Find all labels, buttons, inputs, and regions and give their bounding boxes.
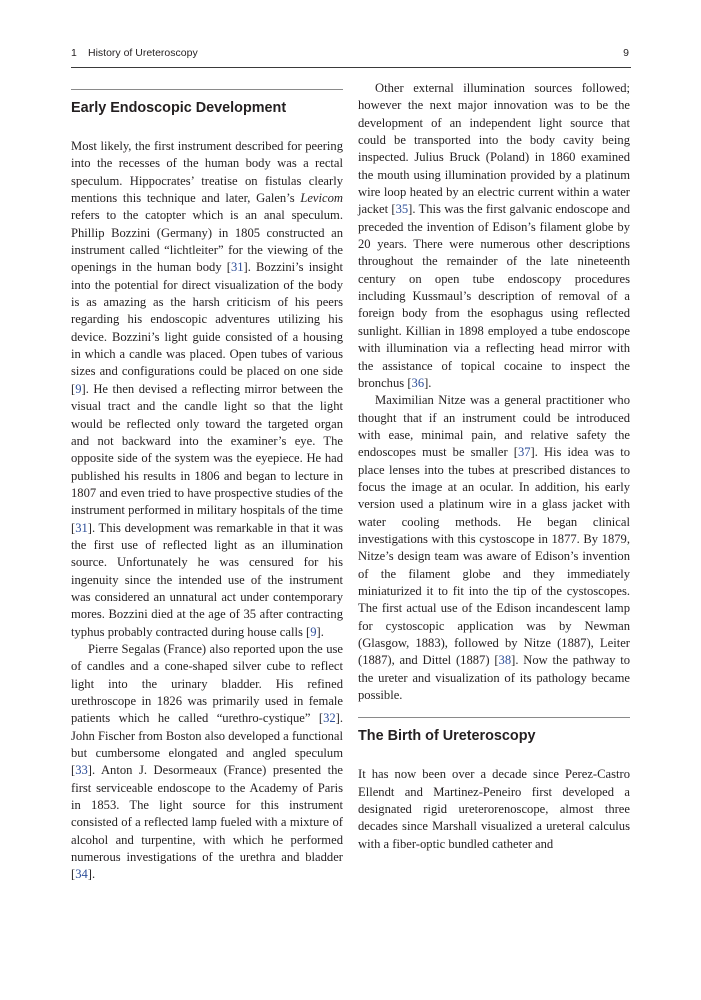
section-heading-early-endoscopic: Early Endoscopic Development <box>71 100 287 116</box>
citation-link[interactable]: 9 <box>310 624 317 639</box>
citation-link[interactable]: 38 <box>498 653 512 668</box>
citation-link[interactable]: 35 <box>395 202 409 217</box>
chapter-number: 1 <box>71 47 77 59</box>
section-heading-birth-of-ureteroscopy: The Birth of Ureteroscopy <box>358 728 536 745</box>
section-divider <box>358 717 630 718</box>
running-head <box>71 46 631 64</box>
paragraph-bruck: Other external illumination sources followed; however the next major innovation was to be the development of an independent light source that could be transported into the body cavity being inspected. Julius Bruck (Poland) in 1860 examined the mouth using illumination provided by a platinum wire loop heated by an electric current within a water jacket [35]. This was the first galvanic endoscope and preceded the invention of Edison’s filament globe by 20 years. There were numerous other descriptions throughout the remainder of the late nineteenth century on open tube endoscopy procedures including Kussmaul’s description of removal of a foreign body from the esophagus using reflected sunlight. Killian in 1898 employed a tube endoscope with illumination via a reflecting head mirror with the assistance of topical cocaine to inspect the bronchus [36]. <box>358 81 631 390</box>
paragraph-bozzini: Most likely, the first instrument described for peering into the recesses of the human body was a rectal speculum. Hippocrates’ treatise on fistulas clearly mentions this technique and later, Galen’s Levicom refers to the catopter which is an anal speculum. Phillip Bozzini (Germany) in 1805 constructed an instrument called “lichtleiter” for the viewing of the openings in the human body [31]. Bozzini’s insight into the potential for direct visualization of the body is as amazing as the harsh criticism of his peers regarding his endoscopic adventures utilizing his device. Bozzini’s light guide consisted of a housing in which a candle was placed. Open tubes of various sizes and configurations could be placed on one side [9]. He then devised a reflecting mirror between the visual tract and the candle light so that the light would be reflected only toward the targeted organ and not backward into the examiner’s eye. The opposite side of the system was the eyepiece. He had published his results in 1806 and began to lecture in 1807 and even tried to have prospective studies of the instrument performed in military hospitals of the time [31]. This development was remarkable in that it was the first use of reflected light as an illumination source. Unfortunately he was censured for his ingenuity since the intended use of the instrument was considered an unnatural act under contemporary mores. Bozzini died at the age of 35 after contracting typhus probably contracted during house calls [9]. <box>71 139 344 639</box>
italic-term: Levicom <box>300 191 343 206</box>
paragraph-nitze: Maximilian Nitze was a general practitioner who thought that if an instrument could be introduced with ease, minimal pain, and relative safety the endoscopes must be smaller [37]. His idea was to place lenses into the tubes at prescribed distances to focus the image at an ocular. In addition, his early version used a platinum wire in a glass jacket with water cooling methods. He began clinical investigations with this cystoscope in 1877. By 1879, Nitze’s design team was aware of Edison’s invention of the filament globe and they immediately miniaturized it to fit into the tip of the cystoscopes. The first actual use of the Edison incandescent lamp for cystoscopic application was by Newman (Glasgow, 1883), followed by Nitze (1887), Leiter (1887), and Dittel (1887) [38]. Now the pathway to the ureter and visualization of its pathology became possible. <box>358 393 630 703</box>
citation-link[interactable]: 31 <box>230 260 244 275</box>
citation-link[interactable]: 36 <box>411 375 425 390</box>
citation-link[interactable]: 34 <box>75 867 88 882</box>
citation-link[interactable]: 9 <box>75 381 82 396</box>
right-column <box>358 80 630 853</box>
section-divider <box>71 89 343 90</box>
citation-link[interactable]: 32 <box>323 711 336 726</box>
chapter-title: History of Ureteroscopy <box>88 47 198 59</box>
paragraph-segalas: Pierre Segalas (France) also reported upon the use of candles and a cone-shaped silver cube to reflect light into the urinary bladder. His refined urethroscope in 1826 was primarily used in female patients which he called “urethro-cystique” [32]. John Fischer from Boston also developed a functional but cumbersome elongated and angled speculum [33]. Anton J. Desormeaux (France) presented the first serviceable endoscope to the Academy of Paris in 1853. The light source for this instrument consisted of a reflected lamp fueled with a mixture of alcohol and turpentine, with which he performed numerous investigations of the urethra and bladder [34]. <box>71 641 343 882</box>
page-number: 9 <box>623 47 629 59</box>
citation-link[interactable]: 33 <box>75 763 88 778</box>
header-divider <box>71 67 631 68</box>
citation-link[interactable]: 37 <box>517 445 531 460</box>
citation-link[interactable]: 31 <box>75 520 88 535</box>
paragraph-birth: It has now been over a decade since Perez-Castro Ellendt and Martinez-Peneiro first developed a designated rigid ureterorenoscope, almost three decades since Marshall visualized a ureteral calculus with a fiber-optic bundled catheter and <box>358 767 630 851</box>
left-column <box>71 89 343 884</box>
